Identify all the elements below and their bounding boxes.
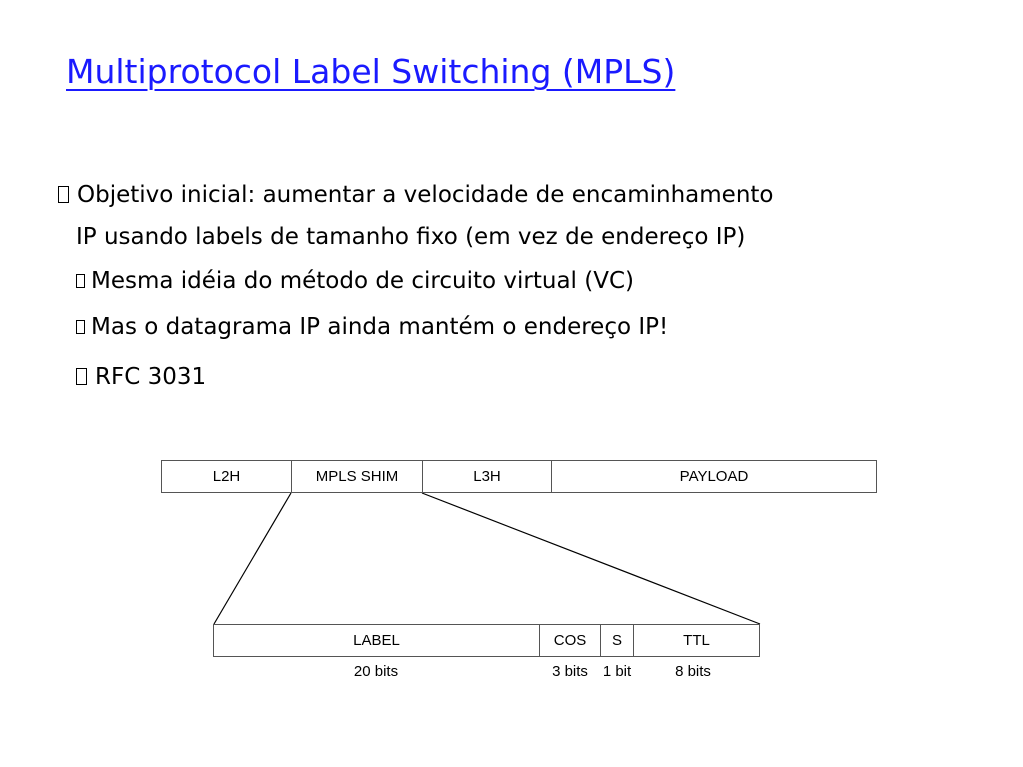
size-label-cos: 3 bits [552,663,588,680]
bullet-text-line1: Objetivo inicial: aumentar a velocidade de encaminhamento [77,182,774,208]
sub-bullet-text: Mas o datagrama IP ainda mantém o endereço IP! [91,314,669,340]
field-l3h: L3H [423,461,552,492]
field-cos: COS [540,625,601,656]
field-label: LABEL [214,625,540,656]
expansion-line-left [214,493,291,624]
size-label-label: 20 bits [353,663,399,680]
expansion-line-right [422,493,760,624]
shim-header-format [213,624,760,657]
field-s: S [601,625,634,656]
bullet-text-line2: IP usando labels de tamanho fixo (em vez de endereço IP) [76,224,746,250]
packet-format [161,460,877,493]
sub-bullet-text: Mesma idéia do método de circuito virtual (VC) [91,268,634,294]
size-label-ttl: 8 bits [675,663,711,680]
size-label-s: 1 bit [602,663,632,680]
field-mpls-shim: MPLS SHIM [292,461,423,492]
bullet-text-rfc: RFC 3031 [95,364,207,390]
field-ttl: TTL [683,632,710,649]
field-l2h: L2H [162,461,292,492]
page-title: Multiprotocol Label Switching (MPLS) [66,52,676,91]
field-payload: PAYLOAD [679,468,749,485]
